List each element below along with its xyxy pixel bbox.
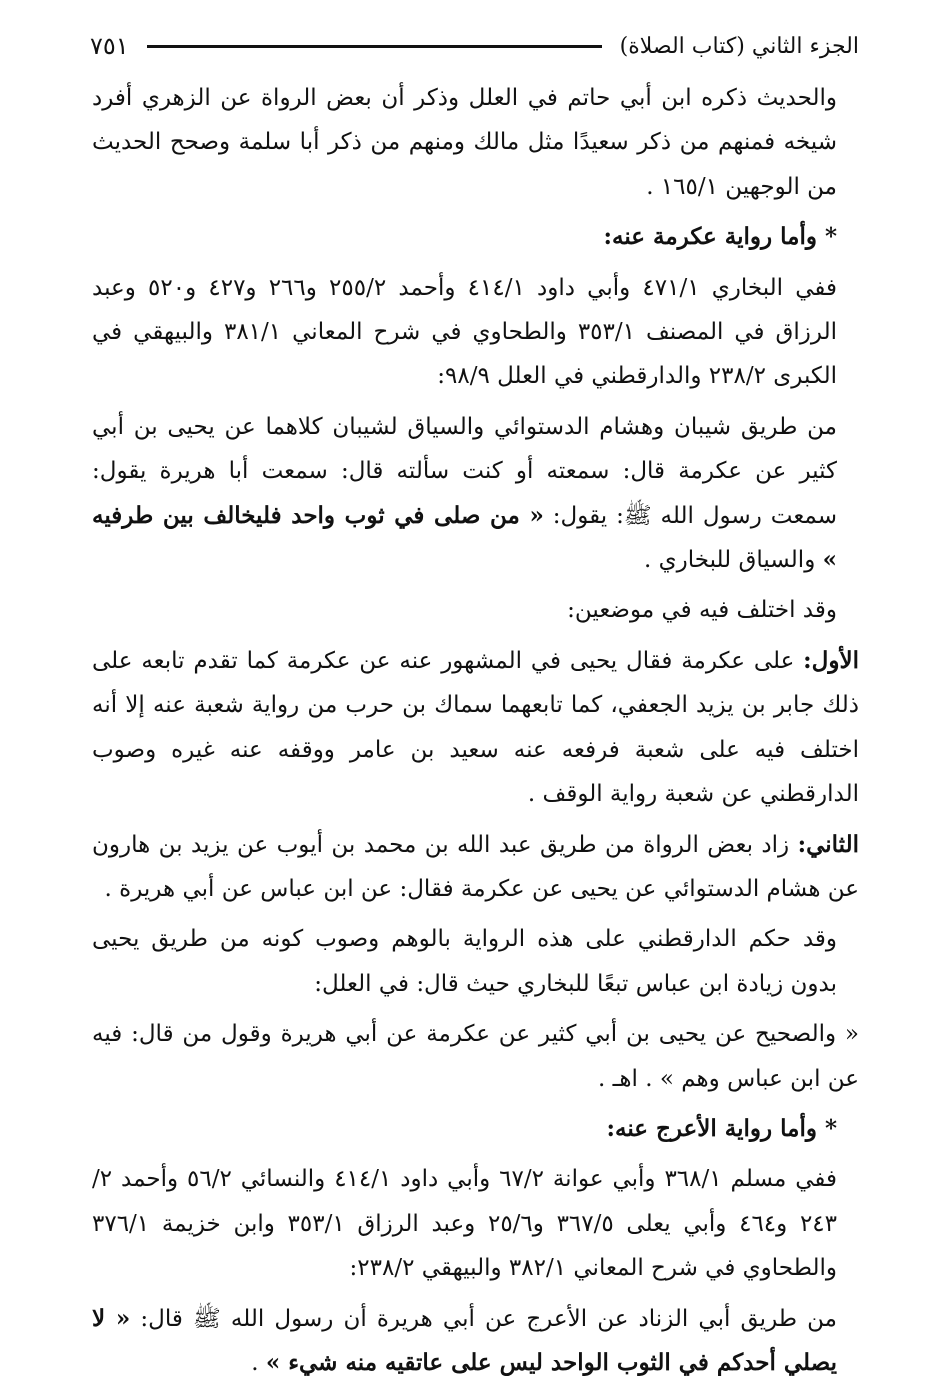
paragraph-first-point xyxy=(92,639,859,817)
paragraph-ikrima-sources: ففي البخاري ٤٧١/١ وأبي داود ٤١٤/١ وأحمد ٢٥٥/٢ و٢٦٦ و٤٢٧ و٥٢٠ وعبد الرزاق في المصنف ٣٥٣/١ والطحاوي في شرح المعاني ٣٨١/١ والبيهقي في الكبرى ٢٣٨/٢ والدارقطني في العلل ٩٨/٩: xyxy=(92,274,838,390)
paragraph-zuhri-narration: والحديث ذكره ابن أبي حاتم في العلل وذكر أن بعض الرواة عن الزهري أفرد شيخه فمنهم من ذكر سعيدًا مثل مالك ومنهم من ذكر أبا سلمة وصحح الحديث من الوجهين ١٦٥/١ . xyxy=(92,85,837,200)
paragraph-daraqutni-quote: « والصحيح عن يحيى بن أبي كثير عن عكرمة عن أبي هريرة وقول من قال: فيه عن ابن عباس وهم » . اهـ . xyxy=(92,1021,859,1092)
second-point-text: زاد بعض الرواة من طريق عبد الله بن محمد بن أيوب عن يزيد بن هارون عن هشام الدستوائي عن يحيى عن عكرمة فقال: عن ابن عباس عن أبي هريرة . xyxy=(92,831,859,902)
chain-note: والسياق للبخاري . xyxy=(644,547,823,574)
header-rule xyxy=(147,45,602,48)
paragraph-araj-sources: ففي مسلم ٣٦٨/١ وأبي عوانة ٦٧/٢ وأبي داود ٤١٤/١ والنسائي ٥٦/٢ وأحمد ٢/ ٢٤٣ و٤٦٤ وأبي يعلى ٣٦٧/٥ و٢٥/٦ وعبد الرزاق ٣٥٣/١ وابن خزيمة ٣٧٦/١ والطحاوي في شرح المعاني ٣٨٢/١ والبيهقي ٢٣٨/٢: xyxy=(92,1166,837,1282)
paragraph-araj-chain xyxy=(92,1297,859,1386)
section-heading-araj: * وأما رواية الأعرج عنه: xyxy=(606,1114,837,1142)
page-header xyxy=(90,24,859,68)
paragraph-disagreement-intro: وقد اختلف فيه في موضعين: xyxy=(567,597,837,624)
second-point-label: الثاني: xyxy=(797,830,859,858)
paragraph-ikrima-chain xyxy=(92,405,859,583)
first-point-label: الأول: xyxy=(803,646,859,674)
paragraph-second-point xyxy=(92,823,859,912)
page-body xyxy=(92,76,859,1391)
page-number: ٧٥١ xyxy=(90,32,129,60)
paragraph-daraqutni-ruling: وقد حكم الدارقطني على هذه الرواية بالوهم وصوب كونه من طريق يحيى بدون زيادة ابن عباس تبعًا للبخاري حيث قال: في العلل: xyxy=(92,926,837,997)
first-point-text: على عكرمة فقال يحيى في المشهور عنه عن عكرمة كما تقدم تابعه على ذلك جابر بن يزيد الجعفي، كما تابعهما سماك بن حرب من رواية شعبة عنه إلا أنه اختلف فيه على شعبة فرفعه عنه سعيد بن عامر ووقفه عنه غيره وصوب الدارقطني عن شعبة رواية الوقف . xyxy=(92,647,859,808)
chain-text: من طريق شيبان وهشام الدستوائي والسياق لشيبان كلاهما عن يحيى بن أبي كثير عن عكرمة قال: سمعته أو كنت سألته قال: سمعت أبا هريرة يقول: سمعت رسول الله ﷺ: يقول: xyxy=(92,413,838,529)
hadith-quote: « من صلى في ثوب واحد فليخالف بين طرفيه » xyxy=(92,501,837,574)
araj-hadith-quote: « لا يصلي أحدكم في الثوب الواحد ليس على عاتقيه منه شيء » xyxy=(92,1304,837,1376)
araj-end: . xyxy=(251,1349,266,1376)
section-heading-ikrima: * وأما رواية عكرمة عنه: xyxy=(603,223,837,251)
araj-chain-text: من طريق أبي الزناد عن الأعرج عن أبي هريرة أن رسول الله ﷺ قال: xyxy=(130,1305,838,1332)
running-title: الجزء الثاني (كتاب الصلاة) xyxy=(619,33,859,59)
